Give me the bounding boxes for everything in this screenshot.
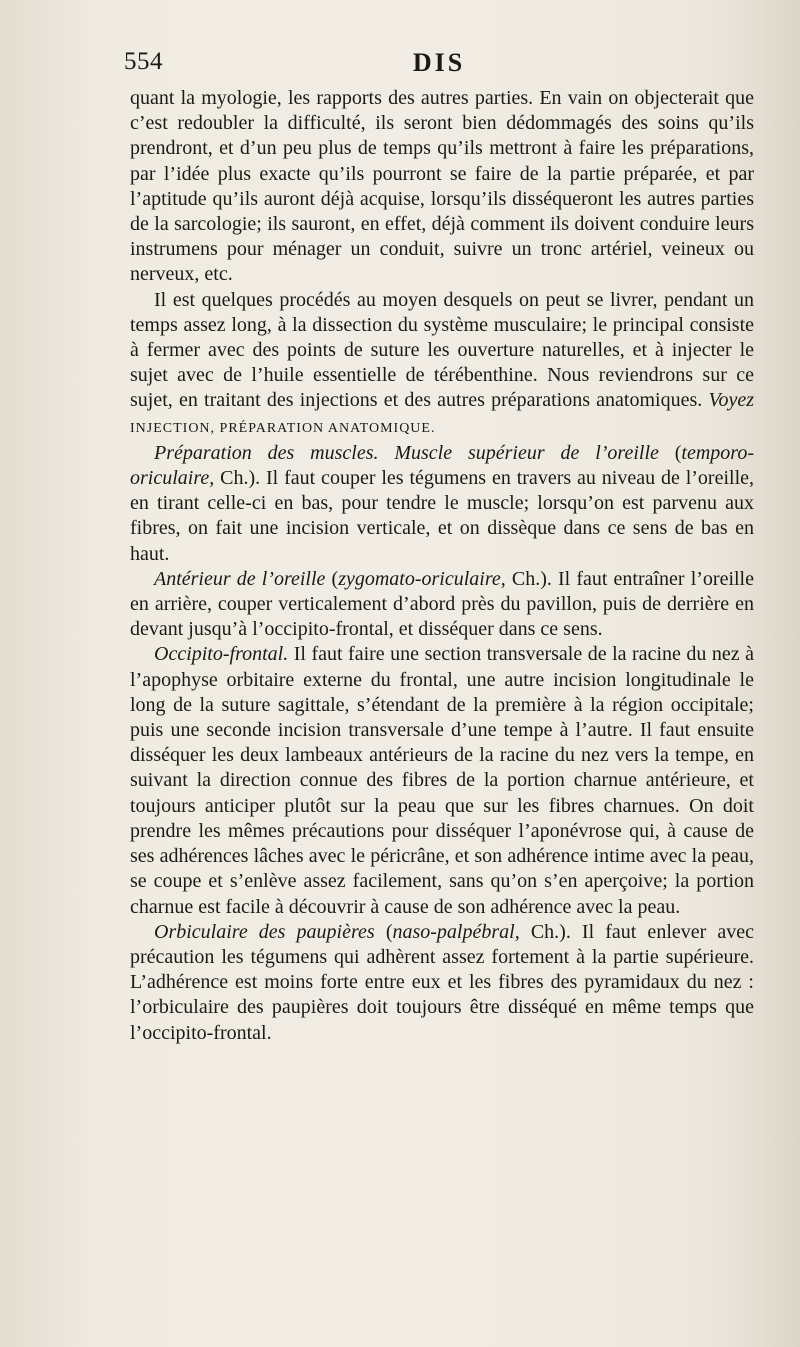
section-title: Occipito-frontal. xyxy=(154,643,289,666)
section-title: Préparation des muscles. Muscle supérieur de l’oreille xyxy=(154,441,659,464)
synonym: temporo-oriculaire, xyxy=(130,441,754,490)
section-title: Antérieur de l’oreille xyxy=(154,567,326,590)
paragraph-muscle-superieur xyxy=(130,441,754,567)
page-number: 554 xyxy=(124,48,163,75)
section-title: Orbiculaire des paupières xyxy=(154,920,375,943)
paragraph-procedures xyxy=(130,288,754,441)
paren-close: Ch.). xyxy=(511,567,552,590)
body-text xyxy=(130,86,754,1046)
paragraph-text: quant la myologie, les rapports des autres parties. En vain on objecterait que c’est redoubler la difficulté, ils seront bien dédommagés des soins qu’ils prendront, et d’un peu plus de temps qu’ils mettront à faire les préparations, par l’idée plus exacte qu’ils pourront se faire de la partie préparée, et par l’aptitude qu’ils auront déjà acquise, lorsqu’ils disséqueront les autres parties de la sarcologie; ils sauront, en effet, déjà comment ils doivent conduire leurs instrumens pour ménager un conduit, suivre un tronc artériel, veineux ou nerveux, etc. xyxy=(130,87,754,286)
synonym: naso-palpébral, xyxy=(392,920,520,943)
voyez-label: Voyez xyxy=(708,389,755,412)
paragraph-text: Il est quelques procédés au moyen desquels on peut se livrer, pendant un temps assez long, à la dissection du système musculaire; le principal consiste à fermer avec des points de suture les ouverture naturelles, et à injecter le sujet avec de l’huile essentielle de térébenthine. Nous reviendrons sur ce sujet, en traitant des injections et des autres préparations anatomiques. xyxy=(130,288,754,412)
paragraph-text: Il faut entraîner l’oreille en arrière, couper verticalement d’abord près du pavillon, puis de derrière en devant jusqu’à l’occipito-frontal, et disséquer dans ce sens. xyxy=(130,567,754,641)
running-head: DIS xyxy=(412,48,466,77)
paragraph-occipito-frontal xyxy=(130,642,754,919)
paragraph-orbiculaire xyxy=(130,920,754,1046)
paragraph-text: Il faut faire une section transversale de la racine du nez à l’apophyse orbitaire externe du frontal, une autre incision longitudinale le long de la suture sagittale, s’étendant de la première à la région occipitale; puis une seconde incision transversale d’une tempe à l’autre. Il faut ensuite disséquer les deux lambeaux antérieurs de la racine du nez vers la tempe, en suivant la direction connue des fibres de la portion charnue antérieure, et toujours anticiper plutôt sur la peau que sur les fibres charnues. On doit prendre les mêmes précautions pour disséquer l’aponévrose qui, à cause de ses adhérences lâches avec le péricrâne, et son adhérence intime avec la peau, se coupe et s’enlève assez facilement, sans qu’on s’en aperçoive; la portion charnue est facile à découvrir à cause de son adhérence avec la peau. xyxy=(130,643,755,918)
paren-open: ( xyxy=(385,920,393,943)
paragraph-text: Il faut enlever avec précaution les tégumens qui adhèrent assez fortement à la partie supérieure. L’adhérence est moins forte entre eux et les fibres des pyramidaux du nez : l’orbiculaire des paupières doit toujours être disséqué en même temps que l’occipito-frontal. xyxy=(130,920,755,1044)
paren-close: Ch.). xyxy=(530,920,571,943)
paragraph-continuation xyxy=(130,86,754,288)
paragraph-anterieur xyxy=(130,567,754,643)
synonym: zygomato-oriculaire, xyxy=(338,567,506,590)
page-header xyxy=(124,48,754,82)
paragraph-text: Il faut couper les tégumens en travers au niveau de l’oreille, en tirant celle-ci en bas, pour tendre le muscle; lorsqu’on est parvenu aux fibres, on fait une incision verticale, et on dissèque dans ce sens de bas en haut. xyxy=(130,467,754,565)
paren-open: ( xyxy=(674,441,682,464)
cross-reference: INJECTION, PRÉPARATION ANATOMIQUE. xyxy=(130,420,436,436)
paren-close: Ch.). xyxy=(220,467,261,490)
paren-open: ( xyxy=(331,567,339,590)
